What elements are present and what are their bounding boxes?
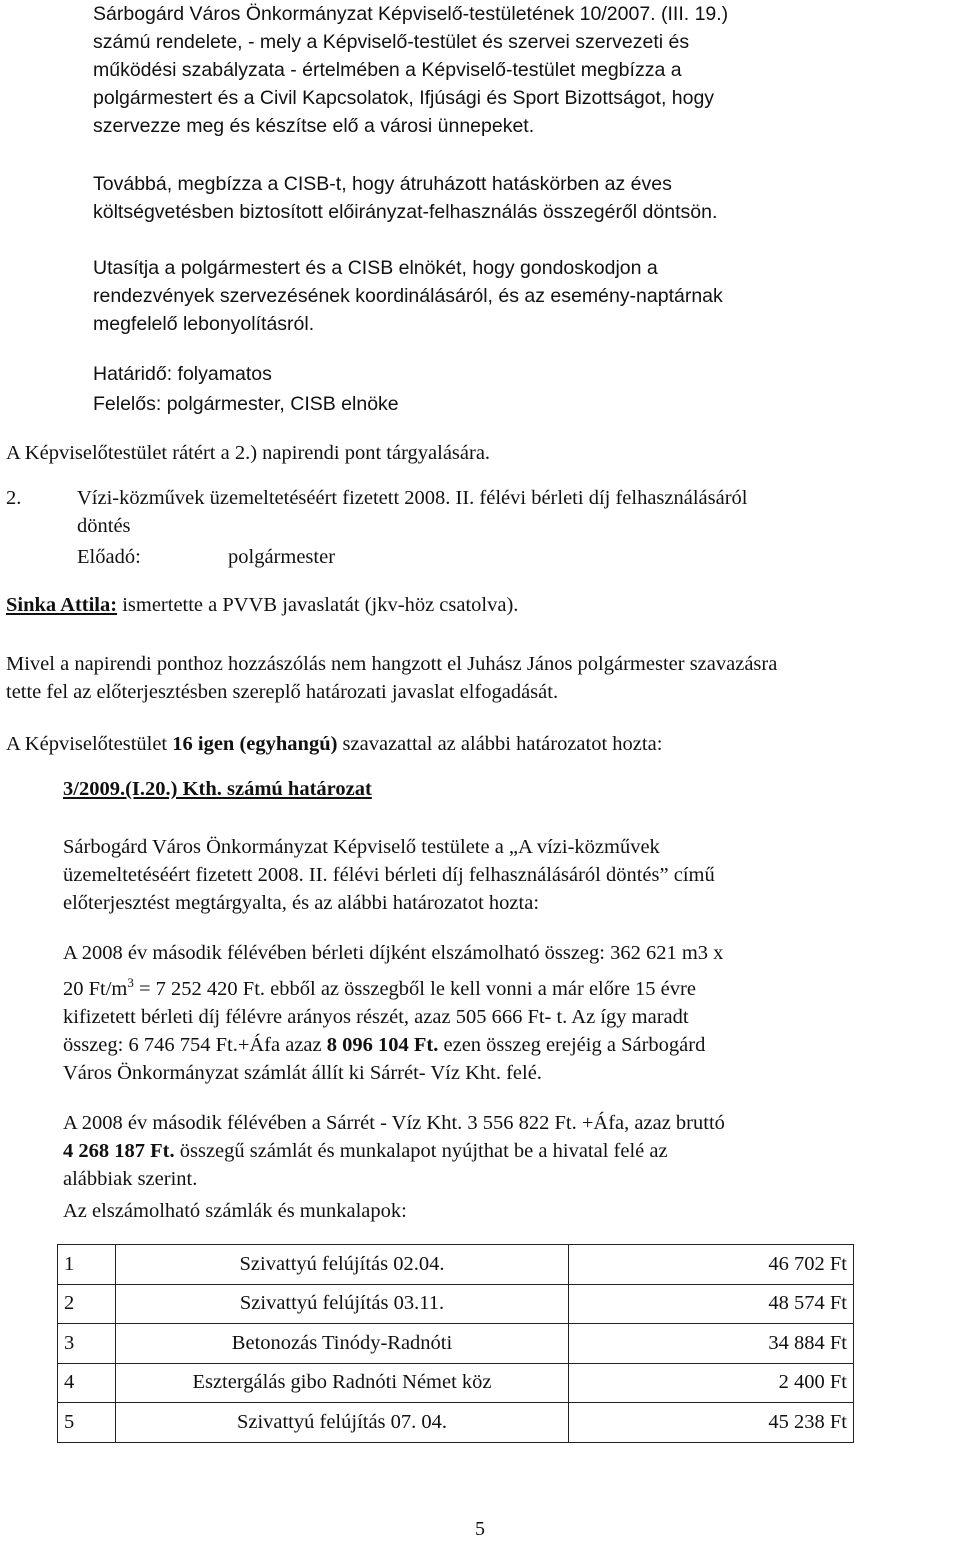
instruction-paragraph: [93, 254, 867, 338]
row-description: Betonozás Tinódy-Radnóti: [116, 1324, 569, 1364]
text-line: előterjesztést megtárgyalta, és az alábbi határozatot hozta:: [63, 892, 540, 914]
row-number: 3: [58, 1324, 116, 1364]
row-description: Szivattyú felújítás 03.11.: [116, 1284, 569, 1324]
resolution-number: 3/2009.(I.20.) Kth.: [63, 778, 222, 800]
resolution-intro: [63, 833, 898, 917]
text-line: szervezze meg és készítse elő a városi ünnepeket.: [93, 115, 535, 137]
text-line: Mivel a napirendi ponthoz hozzászólás nem hangzott el Juhász János polgármester szavazásra: [6, 653, 778, 675]
vote-count: 16 igen (egyhangú): [172, 733, 338, 755]
amount-paragraph: [63, 939, 898, 1087]
speaker-text: ismertette a PVVB javaslatát (jkv-höz csatolva).: [117, 594, 519, 616]
text-line: polgármestert és a Civil Kapcsolatok, Ifjúsági és Sport Bizottságot, hogy: [93, 87, 715, 109]
table-row: [58, 1363, 854, 1403]
text-line: A 2008 év második félévében bérleti díjként elszámolható összeg: 362 621 m3 x: [63, 942, 724, 964]
accounts-table: [57, 1244, 854, 1443]
text-line: tette fel az előterjesztésben szereplő határozati javaslat elfogadását.: [6, 681, 559, 703]
text-line: Város Önkormányzat számlát állít ki Sárrét- Víz Kht. felé.: [63, 1062, 542, 1084]
text-line: rendezvények szervezésének koordinálásáról, és az esemény-naptárnak: [93, 285, 723, 307]
deadline-line: Határidő: folyamatos: [93, 363, 272, 385]
text-line: működési szabályzata - értelmében a Képviselő-testület megbízza a: [93, 59, 682, 81]
text-line: alábbiak szerint.: [63, 1168, 198, 1190]
vote-call-paragraph: [6, 650, 954, 706]
table-row: [58, 1284, 854, 1324]
row-description: Szivattyú felújítás 07. 04.: [116, 1403, 569, 1443]
row-description: Esztergálás gibo Radnóti Német köz: [116, 1363, 569, 1403]
resolution-heading: [63, 775, 372, 803]
responsible-line: Felelős: polgármester, CISB elnöke: [93, 393, 399, 415]
agenda-return-line: A Képviselőtestület rátért a 2.) napirendi pont tárgyalására.: [6, 442, 491, 464]
row-amount: 34 884 Ft: [569, 1324, 854, 1364]
text-line: összeg: 6 746 754 Ft.+Áfa azaz 8 096 104 Ft. ezen összeg erejéig a Sárbogárd: [63, 1034, 706, 1056]
accounts-heading: Az elszámolható számlák és munkalapok:: [63, 1200, 407, 1222]
presenter-label: Előadó:: [77, 546, 141, 568]
ordinance-paragraph: [93, 0, 867, 140]
text-line: számú rendelete, - mely a Képviselő-testület és szervei szervezeti és: [93, 31, 690, 53]
vote-line: A Képviselőtestület 16 igen (egyhangú) szavazattal az alábbi határozatot hozta:: [6, 733, 663, 755]
text-line: kifizetett bérleti díj félévre arányos részét, azaz 505 666 Ft- t. Az így maradt: [63, 1006, 689, 1028]
row-description: Szivattyú felújítás 02.04.: [116, 1245, 569, 1285]
row-amount: 2 400 Ft: [569, 1363, 854, 1403]
row-amount: 48 574 Ft: [569, 1284, 854, 1324]
row-amount: 46 702 Ft: [569, 1245, 854, 1285]
text-line: költségvetésben biztosított előirányzat-felhasználás összegéről döntsön.: [93, 201, 718, 223]
text-line: 4 268 187 Ft. összegű számlát és munkalapot nyújthat be a hivatal felé az: [63, 1140, 668, 1162]
text-line: Sárbogárd Város Önkormányzat Képviselő-testületének 10/2007. (III. 19.): [93, 3, 729, 25]
text-line: Sárbogárd Város Önkormányzat Képviselő testülete a „A vízi-közművek: [63, 836, 660, 858]
sarret-paragraph: [63, 1109, 898, 1193]
row-number: 2: [58, 1284, 116, 1324]
row-number: 1: [58, 1245, 116, 1285]
table-row: [58, 1324, 854, 1364]
row-number: 5: [58, 1403, 116, 1443]
cisb-mandate-paragraph: [93, 170, 867, 226]
sinka-line: [6, 591, 954, 619]
text-line: Utasítja a polgármestert és a CISB elnökét, hogy gondoskodjon a: [93, 257, 658, 279]
table-row: [58, 1403, 854, 1443]
presenter-value: polgármester: [228, 546, 336, 568]
page-number: 5: [475, 1518, 485, 1540]
agenda-item-number: 2.: [6, 487, 22, 509]
agenda-item-title: [77, 484, 947, 540]
row-amount: 45 238 Ft: [569, 1403, 854, 1443]
table-row: [58, 1245, 854, 1285]
text-line: döntés: [77, 515, 131, 537]
text-line: megfelelő lebonyolításról.: [93, 313, 315, 335]
resolution-label: számú határozat: [221, 778, 372, 800]
text-line: Vízi-közművek üzemeltetéséért fizetett 2008. II. félévi bérleti díj felhasználásáról: [77, 487, 748, 509]
speaker-name: Sinka Attila:: [6, 594, 118, 616]
text-line: 20 $Ft/m^3 = 7$ 252 420 Ft. ebből az összegből le kell vonni a már előre 15 évre: [63, 975, 696, 1000]
row-number: 4: [58, 1363, 116, 1403]
text-line: Továbbá, megbízza a CISB-t, hogy átruházott hatáskörben az éves: [93, 173, 672, 195]
text-line: üzemeltetéséért fizetett 2008. II. félévi bérleti díj felhasználásáról döntés” című: [63, 864, 715, 886]
text-line: A 2008 év második félévében a Sárrét - Víz Kht. 3 556 822 Ft. +Áfa, azaz bruttó: [63, 1112, 725, 1134]
